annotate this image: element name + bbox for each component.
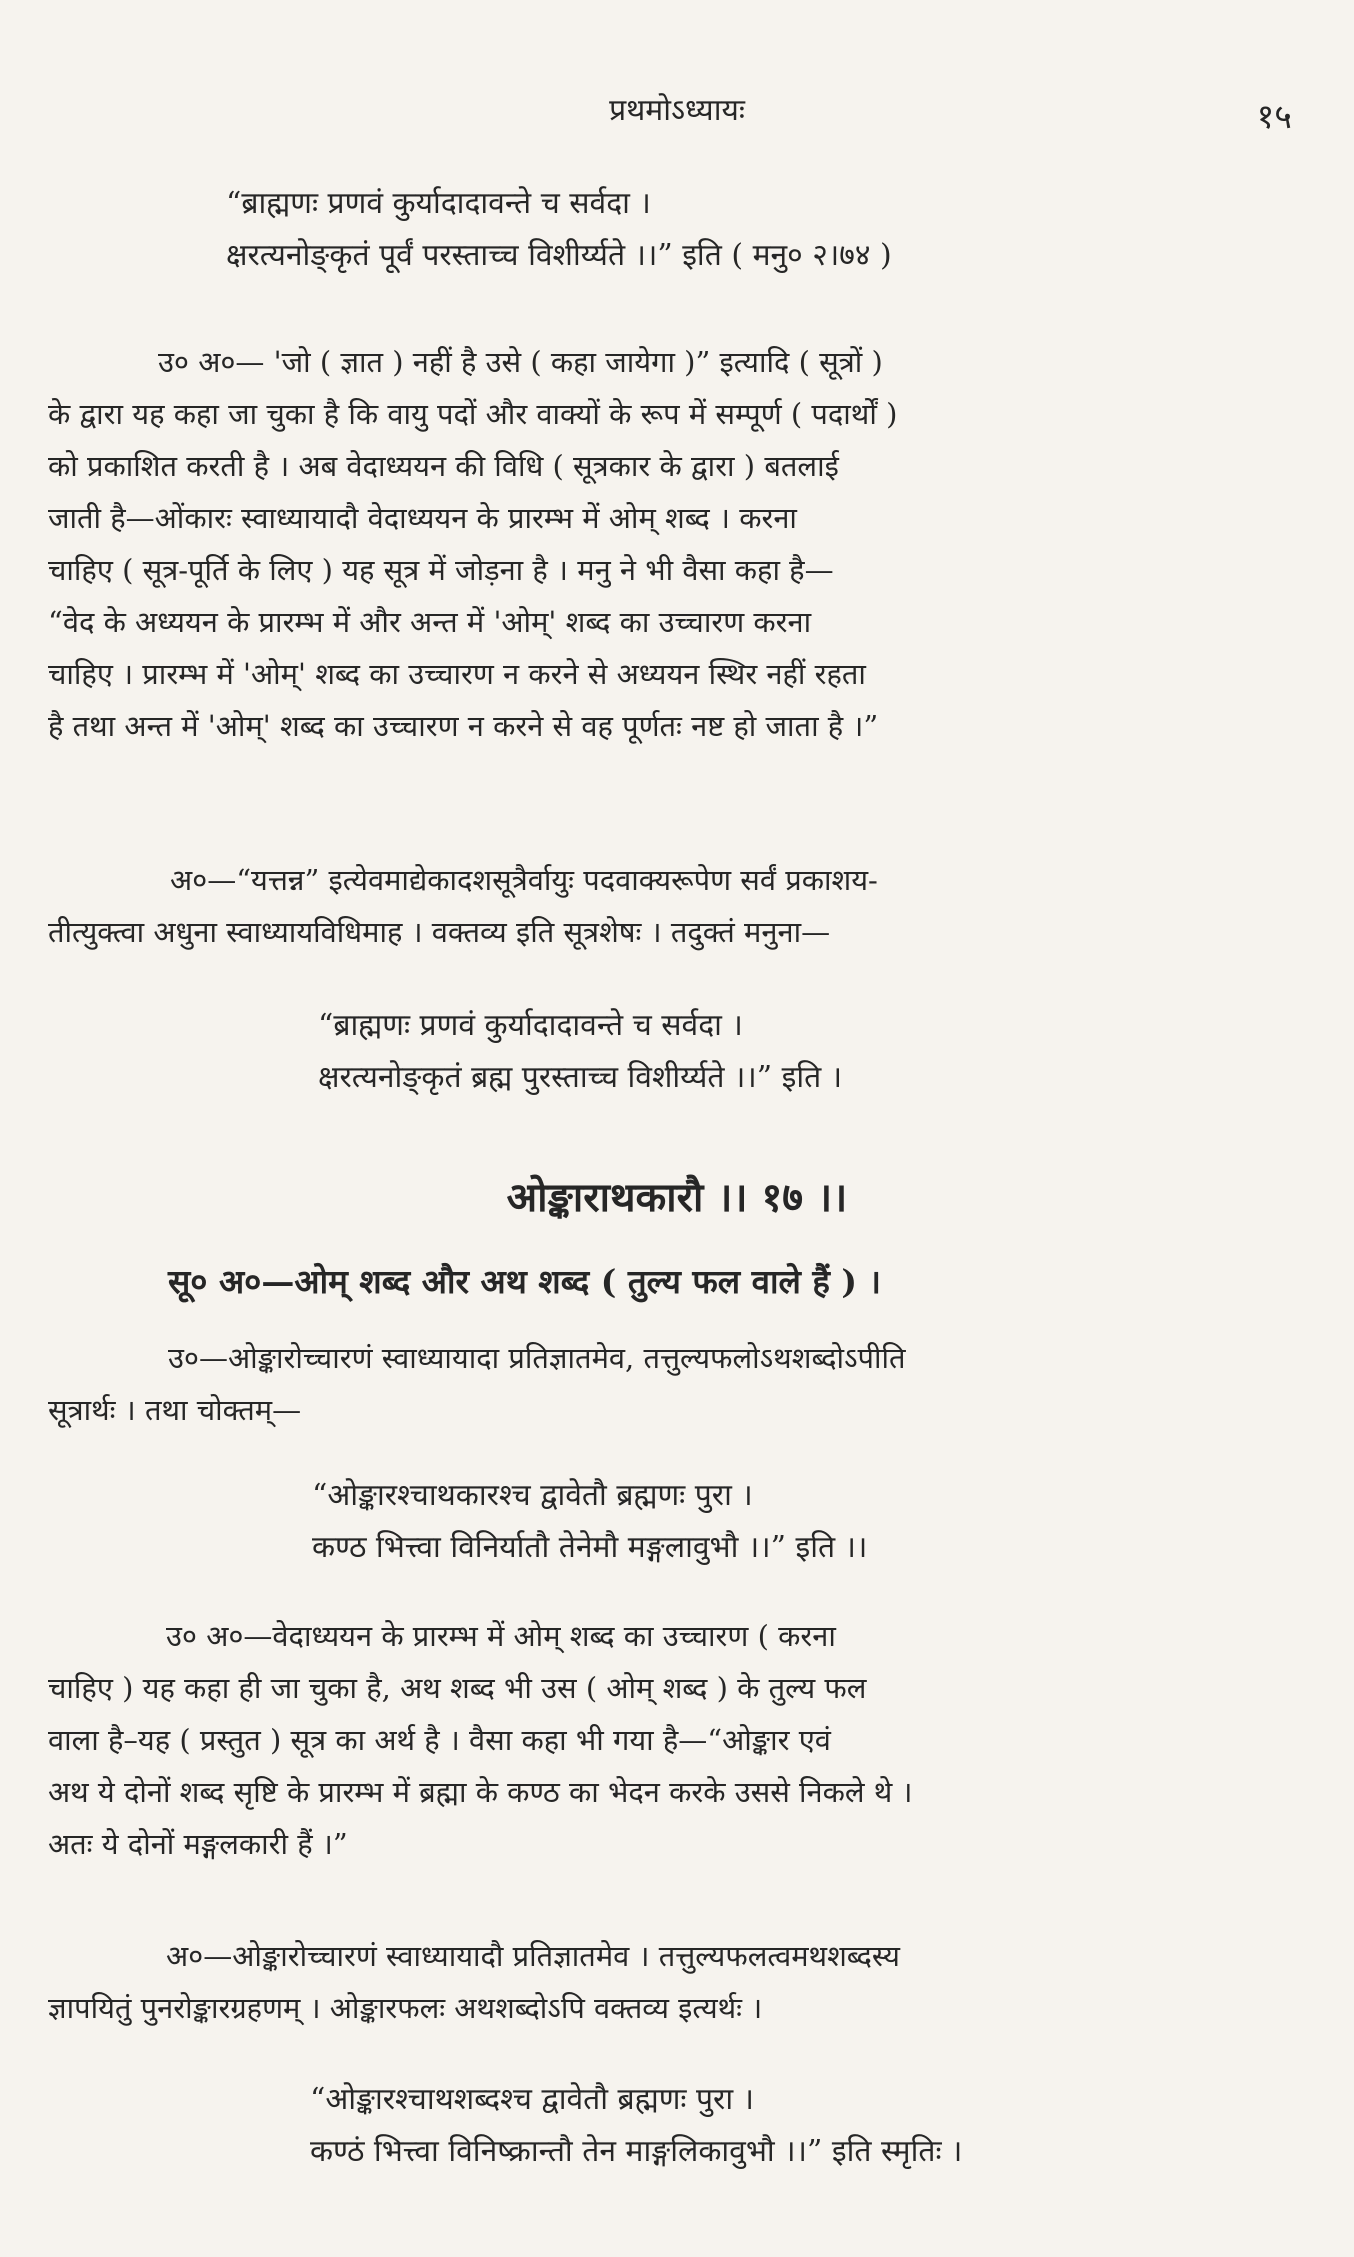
sanskrit-commentary-3 [48, 1930, 1288, 2034]
verse-4 [310, 2074, 962, 2178]
paragraph-line: अ०—“यत्तन्न” इत्येवमाद्येकादशसूत्रैर्वायुः पदवाक्यरूपेण सर्वं प्रकाशय- [170, 863, 878, 897]
page-number: १५ [1256, 97, 1292, 137]
paragraph-line: चाहिए ( सूत्र-पूर्ति के लिए ) यह सूत्र में जोड़ना है । मनु ने भी वैसा कहा है— [48, 553, 834, 587]
verse-line: “ब्राह्मणः प्रणवं कुर्यादादावन्ते च सर्वदा । [226, 186, 651, 221]
running-title: प्रथमोऽध्यायः [609, 93, 745, 128]
sanskrit-commentary-1 [48, 854, 1288, 958]
paragraph-line: अतः ये दोनों मङ्गलकारी हैं ।” [48, 1827, 348, 1861]
verse-line: “ब्राह्मणः प्रणवं कुर्यादादावन्ते च सर्वदा । [318, 1008, 743, 1043]
paragraph-line: ज्ञापयितुं पुनरोङ्कारग्रहणम् । ओङ्कारफलः अथशब्दोऽपि वक्तव्य इत्यर्थः । [48, 1991, 763, 2025]
page-header [0, 88, 1354, 138]
hindi-explanation-2 [48, 1610, 1288, 1870]
paragraph-line: चाहिए । प्रारम्भ में 'ओम्' शब्द का उच्चारण न करने से अध्ययन स्थिर नहीं रहता [48, 657, 866, 691]
paragraph-line: अथ ये दोनों शब्द सृष्टि के प्रारम्भ में ब्रह्मा के कण्ठ का भेदन करके उससे निकले थे । [48, 1775, 913, 1809]
paragraph-line: को प्रकाशित करती है । अब वेदाध्ययन की विधि ( सूत्रकार के द्वारा ) बतलाई [48, 449, 839, 483]
verse-line: क्षरत्यनोङ्कृतं पूर्वं परस्ताच्च विशीर्य्यते ।।” इति ( मनु० २।७४ ) [226, 238, 892, 273]
hindi-explanation-1 [48, 336, 1288, 752]
verse-line: कण्ठ भित्त्वा विनिर्यातौ तेनेमौ मङ्गलावुभौ ।।” इति ।। [312, 1530, 868, 1565]
sutra-heading: ओङ्काराथकारौ ।। १७ ।। [506, 1174, 848, 1221]
paragraph-line: उ० अ०—वेदाध्ययन के प्रारम्भ में ओम् शब्द का उच्चारण ( करना [166, 1619, 836, 1653]
paragraph-line: तीत्युक्त्वा अधुना स्वाध्यायविधिमाह । वक्तव्य इति सूत्रशेषः । तदुक्तं मनुना— [48, 915, 831, 949]
paragraph-line: जाती है—ओंकारः स्वाध्यायादौ वेदाध्ययन के प्रारम्भ में ओम् शब्द । करना [48, 501, 797, 535]
paragraph-line: उ०—ओङ्कारोच्चारणं स्वाध्यायादा प्रतिज्ञातमेव, तत्तुल्यफलोऽथशब्दोऽपीति [168, 1341, 906, 1375]
sutra-meaning: सू० अ०—ओम् शब्द और अथ शब्द ( तुल्य फल वाले हैं ) । [168, 1262, 882, 1301]
paragraph-line: सूत्रार्थः । तथा चोक्तम्— [48, 1393, 302, 1427]
paragraph-line: के द्वारा यह कहा जा चुका है कि वायु पदों और वाक्यों के रूप में सम्पूर्ण ( पदार्थों ) [48, 397, 898, 431]
verse-line: कण्ठं भित्त्वा विनिष्क्रान्तौ तेन माङ्गलिकावुभौ ।।” इति स्मृतिः । [310, 2134, 963, 2169]
paragraph-line: चाहिए ) यह कहा ही जा चुका है, अथ शब्द भी उस ( ओम् शब्द ) के तुल्य फल [48, 1671, 867, 1705]
verse-line: क्षरत्यनोङ्कृतं ब्रह्म पुरस्ताच्च विशीर्य्यते ।।” इति । [318, 1060, 843, 1095]
paragraph-line: है तथा अन्त में 'ओम्' शब्द का उच्चारण न करने से वह पूर्णतः नष्ट हो जाता है ।” [48, 709, 879, 743]
paragraph-line: वाला है–यह ( प्रस्तुत ) सूत्र का अर्थ है । वैसा कहा भी गया है—“ओङ्कार एवं [48, 1723, 831, 1757]
verse-2 [318, 1000, 842, 1104]
verse-1 [226, 178, 892, 282]
paragraph-line: अ०—ओङ्कारोच्चारणं स्वाध्यायादौ प्रतिज्ञातमेव । तत्तुल्यफलत्वमथशब्दस्य [166, 1939, 900, 1973]
verse-line: “ओङ्कारश्चाथकारश्च द्वावेतौ ब्रह्मणः पुरा । [312, 1478, 753, 1513]
sanskrit-commentary-2 [48, 1332, 1288, 1436]
verse-3 [312, 1470, 867, 1574]
verse-line: “ओङ्कारश्चाथशब्दश्च द्वावेतौ ब्रह्मणः पुरा । [310, 2082, 754, 2117]
paragraph-line: उ० अ०— 'जो ( ज्ञात ) नहीं है उसे ( कहा जायेगा )” इत्यादि ( सूत्रों ) [158, 345, 883, 379]
paragraph-line: “वेद के अध्ययन के प्रारम्भ में और अन्त में 'ओम्' शब्द का उच्चारण करना [48, 605, 812, 639]
